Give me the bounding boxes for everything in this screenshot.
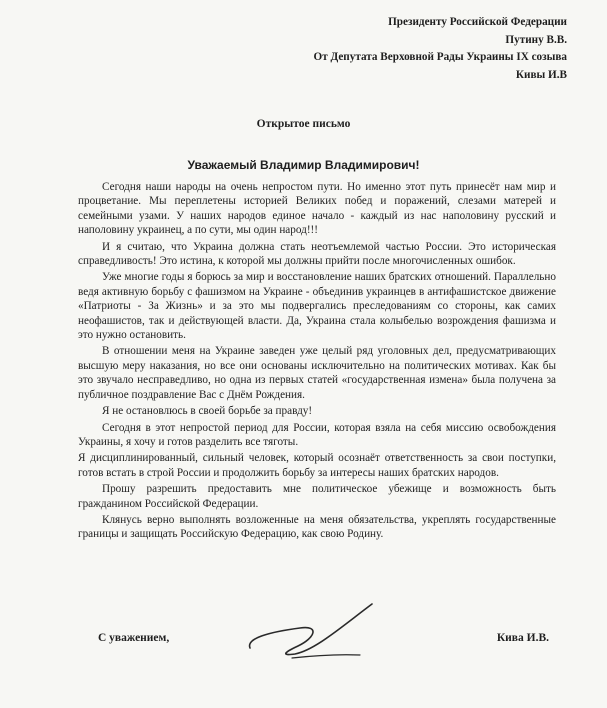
addressee-line-4: Кивы И.В — [515, 68, 567, 81]
addressee-block — [314, 14, 568, 84]
paragraph: Сегодня в этот непростой период для России, которая взяла на себя миссию освобождения Украины, я хочу и готов разделить все тяготы. — [78, 421, 556, 448]
paragraph: Уже многие годы я борюсь за мир и восстановление наших братских отношений. Параллельно ведя активную борьбу с фашизмом на Украине - объединив украинцев в антифашистское движение «Патриоты - За Жизнь» и за это мы подвергались преследованиям со стороны, как самих неофашистов, так и действующей власти. Да, Украина стала колыбелью возрождения фашизма и это нужно остановить. — [78, 271, 556, 342]
salutation: Уважаемый Владимир Владимирович! — [187, 158, 420, 172]
paragraph: Прошу разрешить предоставить мне политическое убежище и возможность быть гражданином Российской Федерации. — [78, 483, 556, 510]
handwritten-signature — [240, 598, 380, 664]
addressee-line-1: Президенту Российской Федерации — [388, 16, 567, 28]
letter-title: Открытое письмо — [256, 118, 351, 130]
signer-name: Кива И.В. — [496, 632, 549, 644]
paragraph: И я считаю, что Украина должна стать неотъемлемой частью России. Это историческая справедливость! Это истина, к которой мы должны прийти после многочисленных ошибок. — [78, 240, 556, 268]
addressee-line-2: Путину В.В. — [505, 33, 567, 46]
paragraph: В отношении меня на Украине заведен уже целый ряд уголовных дел, предусматривающих высшую меру наказания, но все они основаны исключительно на политических мотивах. Как бы это звучало несправедливо, но одна из первых статей «государственная измена» была получена за публичное поздравление Вас с Днём Рождения. — [78, 345, 556, 401]
paragraph: Я дисциплинированный, сильный человек, который осознаёт ответственность за свои поступки, готов встать в строй России и продолжить борьбу за интересы наших братских народов. — [78, 452, 556, 479]
paragraph: Сегодня наши народы на очень непростом пути. Но именно этот путь принесёт нам мир и процветание. Мы переплетены историей Великих побед и поражений, слезами матерей и семейными узами. У наших народов единое начало - каждый из нас наполовину русский и наполовину украинец, а по сути, мы один народ!!! — [78, 181, 556, 237]
paragraph: Клянусь верно выполнять возложенные на меня обязательства, укреплять государственные границы и защищать Российскую Федерацию, как свою Родину. — [78, 513, 556, 541]
paragraph: Я не остановлюсь в своей борьбе за правду! — [102, 405, 313, 418]
letter-body — [78, 180, 556, 544]
addressee-line-3: От Депутата Верховной Рады Украины IX созыва — [313, 51, 567, 63]
closing-phrase: С уважением, — [98, 632, 170, 644]
